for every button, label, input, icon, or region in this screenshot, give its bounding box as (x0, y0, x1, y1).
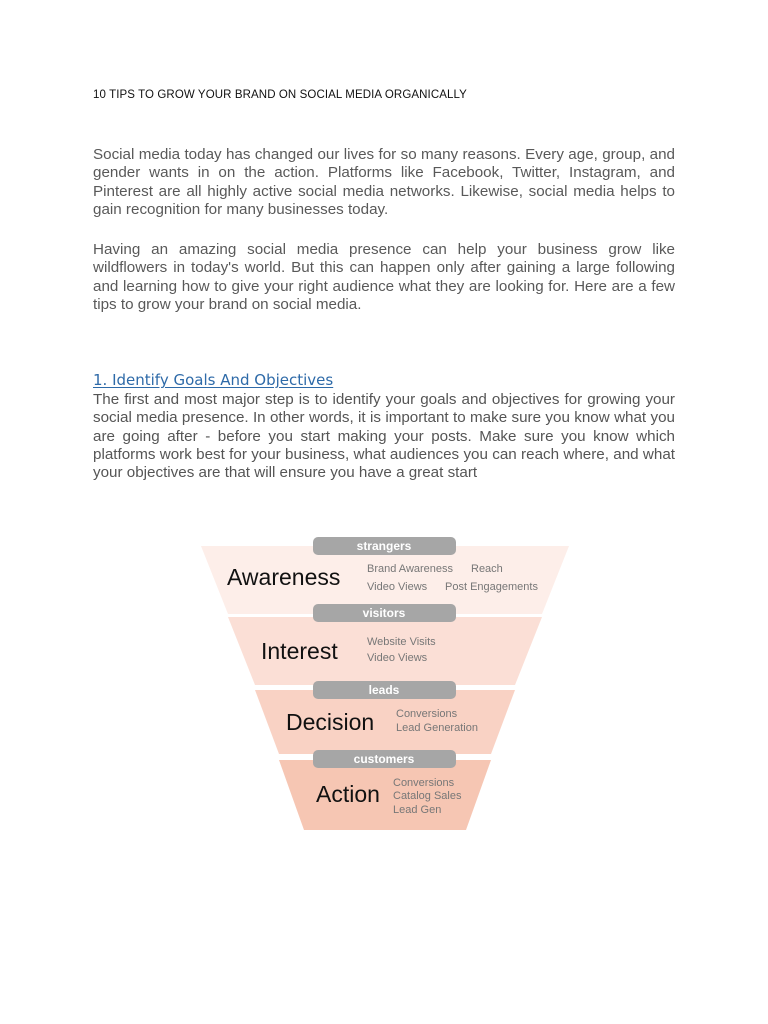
stage-name-interest: Interest (261, 638, 338, 664)
metric-label: Video Views (367, 652, 428, 664)
audience-label: leads (368, 683, 400, 697)
metric-label: Brand Awareness (367, 563, 454, 575)
metric-label: Catalog Sales (393, 790, 462, 802)
audience-label: customers (353, 752, 415, 766)
audience-pill-customers (313, 750, 456, 768)
audience-pill-strangers (313, 537, 456, 555)
metric-label: Video Views (367, 581, 428, 593)
intro-paragraph-1: Social media today has changed our lives for so many reasons. Every age, group, and gender wants in on the action. Platforms like Facebook, Twitter, Instagram, and Pinterest are all highly active social media networks. Likewise, social media helps to gain recognition for many businesses today. (93, 146, 675, 218)
audience-label: visitors (362, 606, 406, 620)
metric-label: Lead Generation (396, 722, 478, 734)
marketing-funnel-figure (183, 522, 585, 834)
stage-name-awareness: Awareness (227, 564, 341, 590)
section-body-paragraph: The first and most major step is to identify your goals and objectives for growing your social media presence. In other words, it is important to make sure you know what you are going after - before you start making your posts. Make sure you know which platforms work best for your business, what audiences you can reach where, and what your objectives are that will ensure you have a great start (93, 391, 675, 482)
metric-label: Reach (471, 563, 503, 575)
audience-label: strangers (356, 539, 412, 553)
metric-label: Post Engagements (445, 581, 538, 593)
intro-paragraph-2: Having an amazing social media presence can help your business grow like wildflowers in today's world. But this can happen only after gaining a large following and learning how to give your right audience what they are looking for. Here are a few tips to grow your brand on social media. (93, 241, 675, 313)
metric-label: Website Visits (367, 636, 436, 648)
metric-label: Conversions (396, 708, 458, 720)
metric-label: Conversions (393, 777, 455, 789)
stage-name-decision: Decision (286, 709, 375, 735)
audience-pill-leads (313, 681, 456, 699)
document-title: 10 TIPS TO GROW YOUR BRAND ON SOCIAL MEDIA ORGANICALLY (93, 89, 467, 101)
funnel-diagram (183, 522, 585, 834)
stage-name-action: Action (316, 781, 380, 807)
section-heading-link[interactable]: 1. Identify Goals And Objectives (93, 371, 334, 389)
metric-label: Lead Gen (393, 804, 442, 816)
audience-pill-visitors (313, 604, 456, 622)
